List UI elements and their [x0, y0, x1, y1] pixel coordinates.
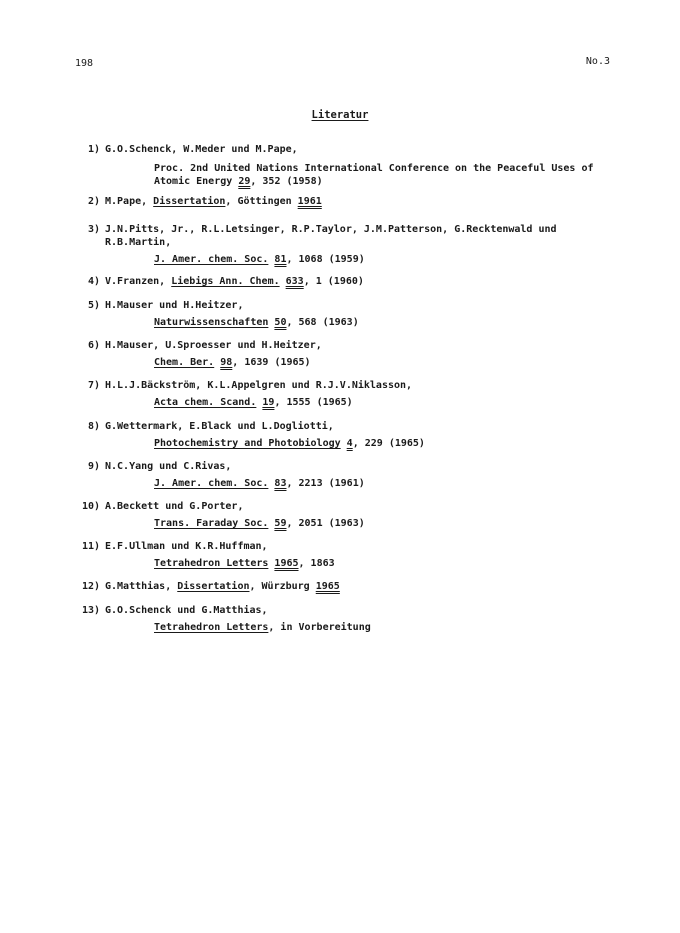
reference-source: [154, 316, 614, 329]
reference-entry: [0, 275, 680, 299]
source-title: Acta chem. Scand.: [154, 397, 257, 408]
source-title: Proc. 2nd United Nations International Conference on the Peaceful Uses of Atomic Energy: [154, 163, 594, 187]
reference-authors: G.Matthias,: [105, 581, 178, 592]
source-title: Tetrahedron Letters: [154, 622, 269, 633]
reference-entry: [0, 143, 680, 195]
reference-number: 5): [87, 300, 100, 311]
reference-entry: [0, 195, 680, 223]
source-details: , 1 (1960): [303, 276, 364, 287]
reference-source: [154, 162, 614, 188]
reference-number: 6): [87, 340, 100, 351]
reference-number: 3): [87, 224, 100, 235]
page-number: 198: [75, 58, 94, 69]
source-details: , 1068 (1959): [286, 254, 365, 265]
reference-authors: V.Franzen,: [105, 276, 172, 287]
source-details: , 1639 (1965): [232, 357, 311, 368]
source-title: J. Amer. chem. Soc.: [154, 478, 269, 489]
source-volume: 59: [274, 518, 287, 529]
reference-authors: N.C.Yang und C.Rivas,: [105, 461, 232, 472]
source-title: Chem. Ber.: [154, 357, 215, 368]
reference-entry: [0, 299, 680, 339]
reference-authors: G.O.Schenck, W.Meder und M.Pape,: [105, 144, 298, 155]
source-volume: 1965: [274, 558, 299, 569]
reference-authors: E.F.Ullman und K.R.Huffman,: [105, 541, 268, 552]
source-title: J. Amer. chem. Soc.: [154, 254, 269, 265]
reference-entry: [0, 379, 680, 420]
source-volume: 83: [274, 478, 287, 489]
reference-number: 7): [87, 380, 100, 391]
reference-number: 12): [81, 581, 100, 592]
source-volume: 19: [262, 397, 275, 408]
reference-authors: M.Pape,: [105, 196, 154, 207]
source-title: Photochemistry and Photobiology: [154, 438, 341, 449]
reference-number: 2): [87, 196, 100, 207]
source-details: , 229 (1965): [352, 438, 425, 449]
source-details: , 2213 (1961): [286, 478, 365, 489]
reference-source: [154, 557, 614, 570]
source-year: 1961: [297, 196, 322, 207]
reference-number: 9): [87, 461, 100, 472]
reference-citation: [105, 580, 615, 593]
reference-source: [154, 396, 614, 409]
reference-authors: J.N.Pitts, Jr., R.L.Letsinger, R.P.Taylor, J.M.Patterson, G.Recktenwald und R.B.Martin,: [105, 224, 557, 248]
source-title: Dissertation: [153, 196, 226, 207]
source-volume: 4: [346, 438, 353, 449]
reference-number: 11): [81, 541, 100, 552]
source-place: , Göttingen: [225, 196, 298, 207]
reference-source: [154, 437, 614, 450]
source-details: , 568 (1963): [286, 317, 359, 328]
reference-authors: G.O.Schenck und G.Matthias,: [105, 605, 268, 616]
source-title: Naturwissenschaften: [154, 317, 269, 328]
source-details: , 1863: [298, 558, 335, 569]
source-details: , 352 (1958): [250, 176, 323, 187]
reference-entry: [0, 339, 680, 379]
reference-entry: [0, 420, 680, 460]
source-details: , 1555 (1965): [274, 397, 353, 408]
reference-citation: [105, 275, 615, 288]
reference-list: [0, 143, 680, 644]
source-details: , 2051 (1963): [286, 518, 365, 529]
reference-source: [154, 253, 614, 266]
reference-number: 10): [81, 501, 100, 512]
reference-source: [154, 477, 614, 490]
references-heading: Literatur: [311, 109, 369, 121]
reference-entry: [0, 500, 680, 540]
source-title: Dissertation: [177, 581, 250, 592]
reference-authors: H.L.J.Bäckström, K.L.Appelgren und R.J.V.Niklasson,: [105, 380, 413, 391]
reference-number: 13): [81, 605, 100, 616]
reference-source: [154, 517, 614, 530]
reference-entry: [0, 580, 680, 604]
source-title: Trans. Faraday Soc.: [154, 518, 269, 529]
reference-source: [154, 356, 614, 369]
source-title: Liebigs Ann. Chem.: [171, 276, 280, 287]
reference-number: 4): [87, 276, 100, 287]
reference-authors: A.Beckett und G.Porter,: [105, 501, 244, 512]
source-volume: 633: [285, 276, 304, 287]
reference-authors: H.Mauser, U.Sproesser und H.Heitzer,: [105, 340, 322, 351]
source-year: 1965: [315, 581, 340, 592]
reference-entry: [0, 460, 680, 500]
reference-authors: H.Mauser und H.Heitzer,: [105, 300, 244, 311]
source-volume: 98: [220, 357, 233, 368]
reference-source: [154, 621, 614, 634]
reference-number: 1): [87, 144, 100, 155]
reference-entry: [0, 604, 680, 644]
source-volume: 81: [274, 254, 287, 265]
source-place: , Würzburg: [249, 581, 316, 592]
source-title: Tetrahedron Letters: [154, 558, 269, 569]
reference-citation: [105, 195, 615, 208]
reference-authors: G.Wettermark, E.Black und L.Dogliotti,: [105, 421, 334, 432]
source-volume: 29: [238, 176, 251, 187]
reference-entry: [0, 223, 680, 275]
issue-number: No.3: [585, 56, 610, 67]
source-volume: 50: [274, 317, 287, 328]
reference-number: 8): [87, 421, 100, 432]
reference-entry: [0, 540, 680, 580]
source-details: , in Vorbereitung: [268, 622, 371, 633]
